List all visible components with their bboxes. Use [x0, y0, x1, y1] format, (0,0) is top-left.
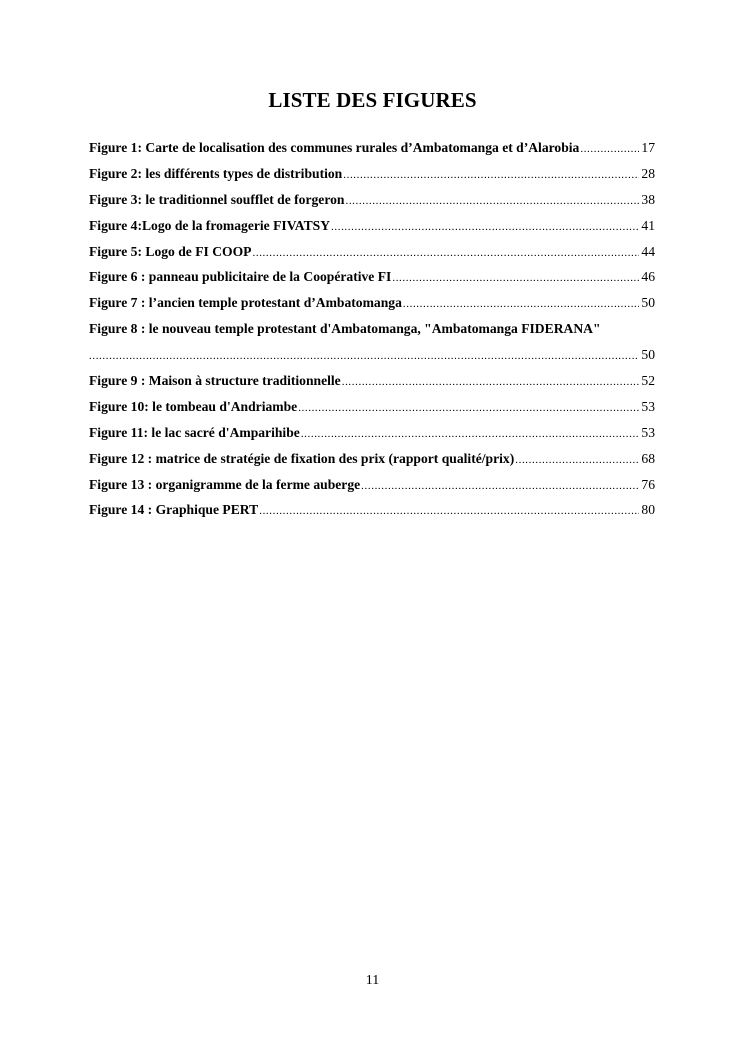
toc-entry-figure-10[interactable] [89, 399, 655, 425]
toc-entry-figure-8-leader[interactable] [89, 347, 655, 373]
toc-entry-figure-7[interactable] [89, 295, 655, 321]
toc-entry-page: 38 [641, 191, 655, 207]
toc-entry-page: 17 [641, 140, 655, 155]
toc-entry-figure-1[interactable] [89, 140, 655, 166]
toc-entry-label: Figure 11: le lac sacré d'Amparihibe [89, 424, 300, 440]
toc-entry-label: Figure 6 : panneau publicitaire de la Coopérative FI [89, 269, 392, 285]
dot-leader [392, 272, 639, 284]
dot-leader [259, 505, 639, 517]
toc-entry-label: Figure 7 : l’ancien temple protestant d’Ambatomanga [89, 295, 402, 311]
dot-leader [331, 221, 639, 233]
toc-entry-page: 53 [641, 398, 655, 414]
toc-entry-figure-12[interactable] [89, 451, 655, 477]
toc-entry-figure-2[interactable] [89, 166, 655, 192]
dot-leader [343, 169, 639, 181]
dot-leader [361, 480, 639, 492]
toc-entry-label: Figure 4:Logo de la fromagerie FIVATSY [89, 217, 331, 233]
toc-entry-page: 76 [641, 476, 655, 492]
toc-entry-page: 44 [641, 243, 655, 259]
toc-entry-figure-9[interactable] [89, 373, 655, 399]
toc-entry-label: Figure 10: le tombeau d'Andriambe [89, 398, 298, 414]
dot-leader [345, 195, 639, 207]
dot-leader [253, 247, 640, 259]
dot-leader [580, 143, 639, 155]
dot-leader [342, 376, 640, 388]
dot-leader [89, 350, 639, 362]
dot-leader [298, 402, 639, 414]
toc-entry-label: Figure 12 : matrice de stratégie de fixation des prix (rapport qualité/prix) [89, 450, 515, 466]
toc-entry-page: 28 [641, 165, 655, 181]
toc-entry-figure-14[interactable] [89, 502, 655, 528]
dot-leader [301, 428, 640, 440]
toc-entry-page: 68 [641, 450, 655, 466]
toc-entry-page: 50 [641, 295, 655, 311]
dot-leader [515, 454, 639, 466]
toc-entry-label: Figure 9 : Maison à structure traditionnelle [89, 373, 341, 389]
toc-entry-figure-5[interactable] [89, 244, 655, 270]
toc-entry-page: 53 [641, 424, 655, 440]
figure-list [89, 140, 655, 528]
toc-entry-label: Figure 14 : Graphique PERT [89, 502, 259, 518]
toc-entry-figure-6[interactable] [89, 269, 655, 295]
toc-entry-label: Figure 2: les différents types de distribution [89, 165, 343, 181]
toc-entry-figure-8[interactable] [89, 321, 655, 347]
page-number: 11 [365, 973, 380, 988]
toc-entry-label: Figure 1: Carte de localisation des communes rurales d’Ambatomanga et d’Alarobia [89, 140, 580, 155]
dot-leader [403, 298, 640, 310]
toc-entry-page: 52 [641, 373, 655, 389]
toc-entry-figure-3[interactable] [89, 192, 655, 218]
toc-entry-label: Figure 3: le traditionnel soufflet de forgeron [89, 191, 345, 207]
toc-entry-page: 80 [641, 502, 655, 518]
toc-entry-label: Figure 13 : organigramme de la ferme auberge [89, 476, 361, 492]
toc-entry-figure-13[interactable] [89, 477, 655, 503]
toc-entry-figure-4[interactable] [89, 218, 655, 244]
toc-entry-page: 46 [641, 269, 655, 285]
toc-entry-page: 41 [641, 217, 655, 233]
toc-entry-label: Figure 5: Logo de FI COOP [89, 243, 252, 259]
toc-entry-page: 50 [641, 347, 655, 363]
toc-entry-figure-11[interactable] [89, 425, 655, 451]
page-title: LISTE DES FIGURES [268, 88, 477, 112]
toc-entry-label: Figure 8 : le nouveau temple protestant d'Ambatomanga, "Ambatomanga FIDERANA" [89, 321, 601, 337]
